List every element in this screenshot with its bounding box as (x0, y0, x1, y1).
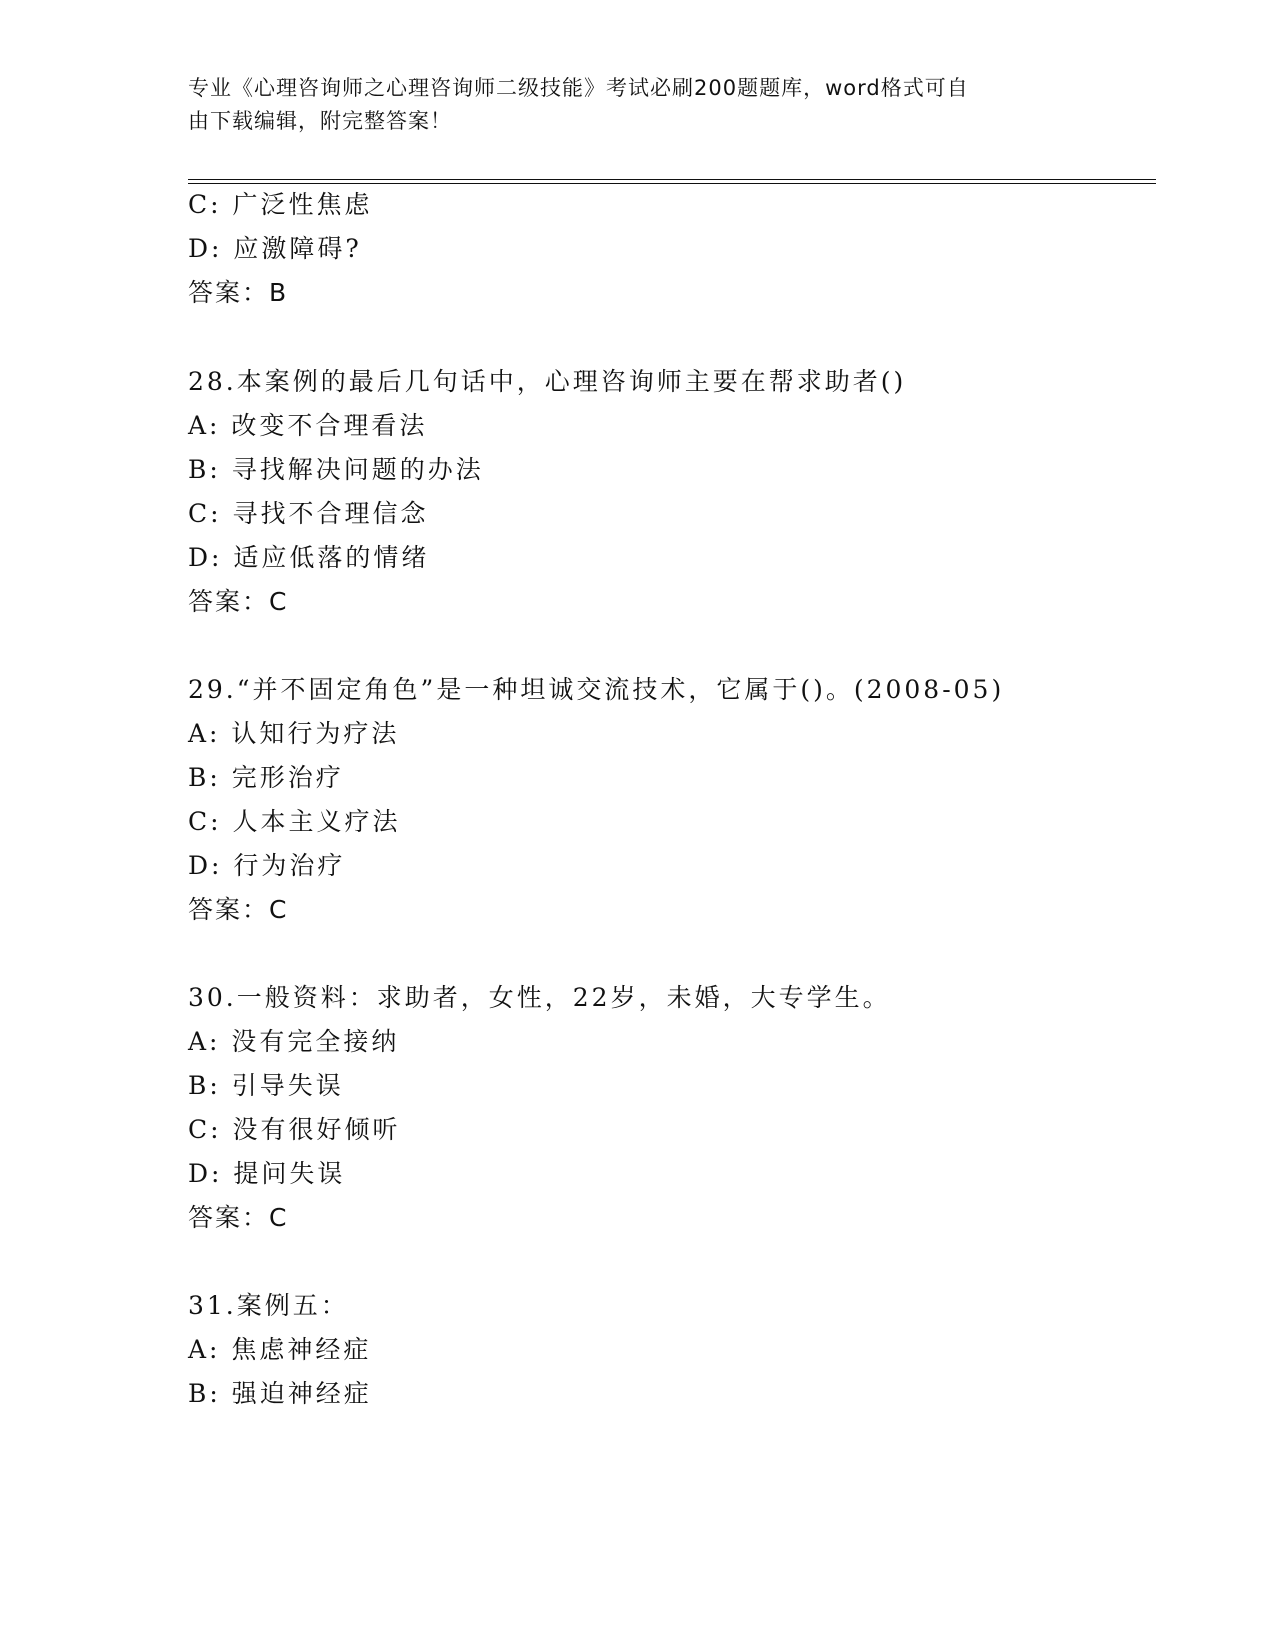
header-line-2: 由下载编辑，附完整答案！ (188, 109, 452, 133)
question-stem: 29.“并不固定角色”是一种坦诚交流技术，它属于()。(2008-05) (188, 675, 1005, 704)
question-stem: 31.案例五： (188, 1291, 349, 1320)
option-b: B: 强迫神经症 (188, 1379, 372, 1408)
option-c: C: 人本主义疗法 (188, 807, 401, 836)
option-a: A: 认知行为疗法 (188, 719, 400, 748)
header-line-1: 专业《心理咨询师之心理咨询师二级技能》考试必刷200题题库，word格式可自 (188, 76, 969, 100)
option-a: A: 没有完全接纳 (188, 1027, 400, 1056)
answer: 答案：B (188, 278, 289, 307)
question-stem: 28.本案例的最后几句话中，心理咨询师主要在帮求助者() (188, 367, 907, 396)
option-b: B: 引导失误 (188, 1071, 344, 1100)
document-header (188, 72, 1068, 138)
header-divider-bottom (188, 183, 1156, 184)
answer: 答案：C (188, 1203, 289, 1232)
option-b: B: 寻找解决问题的办法 (188, 455, 484, 484)
option-d: D: 应激障碍? (188, 234, 362, 263)
option-c: C: 寻找不合理信念 (188, 499, 429, 528)
option-c: C: 广泛性焦虑 (188, 190, 373, 219)
option-b: B: 完形治疗 (188, 763, 344, 792)
answer: 答案：C (188, 587, 289, 616)
answer: 答案：C (188, 895, 289, 924)
option-c: C: 没有很好倾听 (188, 1115, 401, 1144)
option-a: A: 焦虑神经症 (188, 1335, 372, 1364)
question-stem: 30.一般资料：求助者，女性，22岁，未婚，大专学生。 (188, 983, 891, 1012)
header-divider-top (188, 179, 1156, 180)
option-d: D: 提问失误 (188, 1159, 346, 1188)
option-d: D: 适应低落的情绪 (188, 543, 430, 572)
option-d: D: 行为治疗 (188, 851, 346, 880)
option-a: A: 改变不合理看法 (188, 411, 428, 440)
